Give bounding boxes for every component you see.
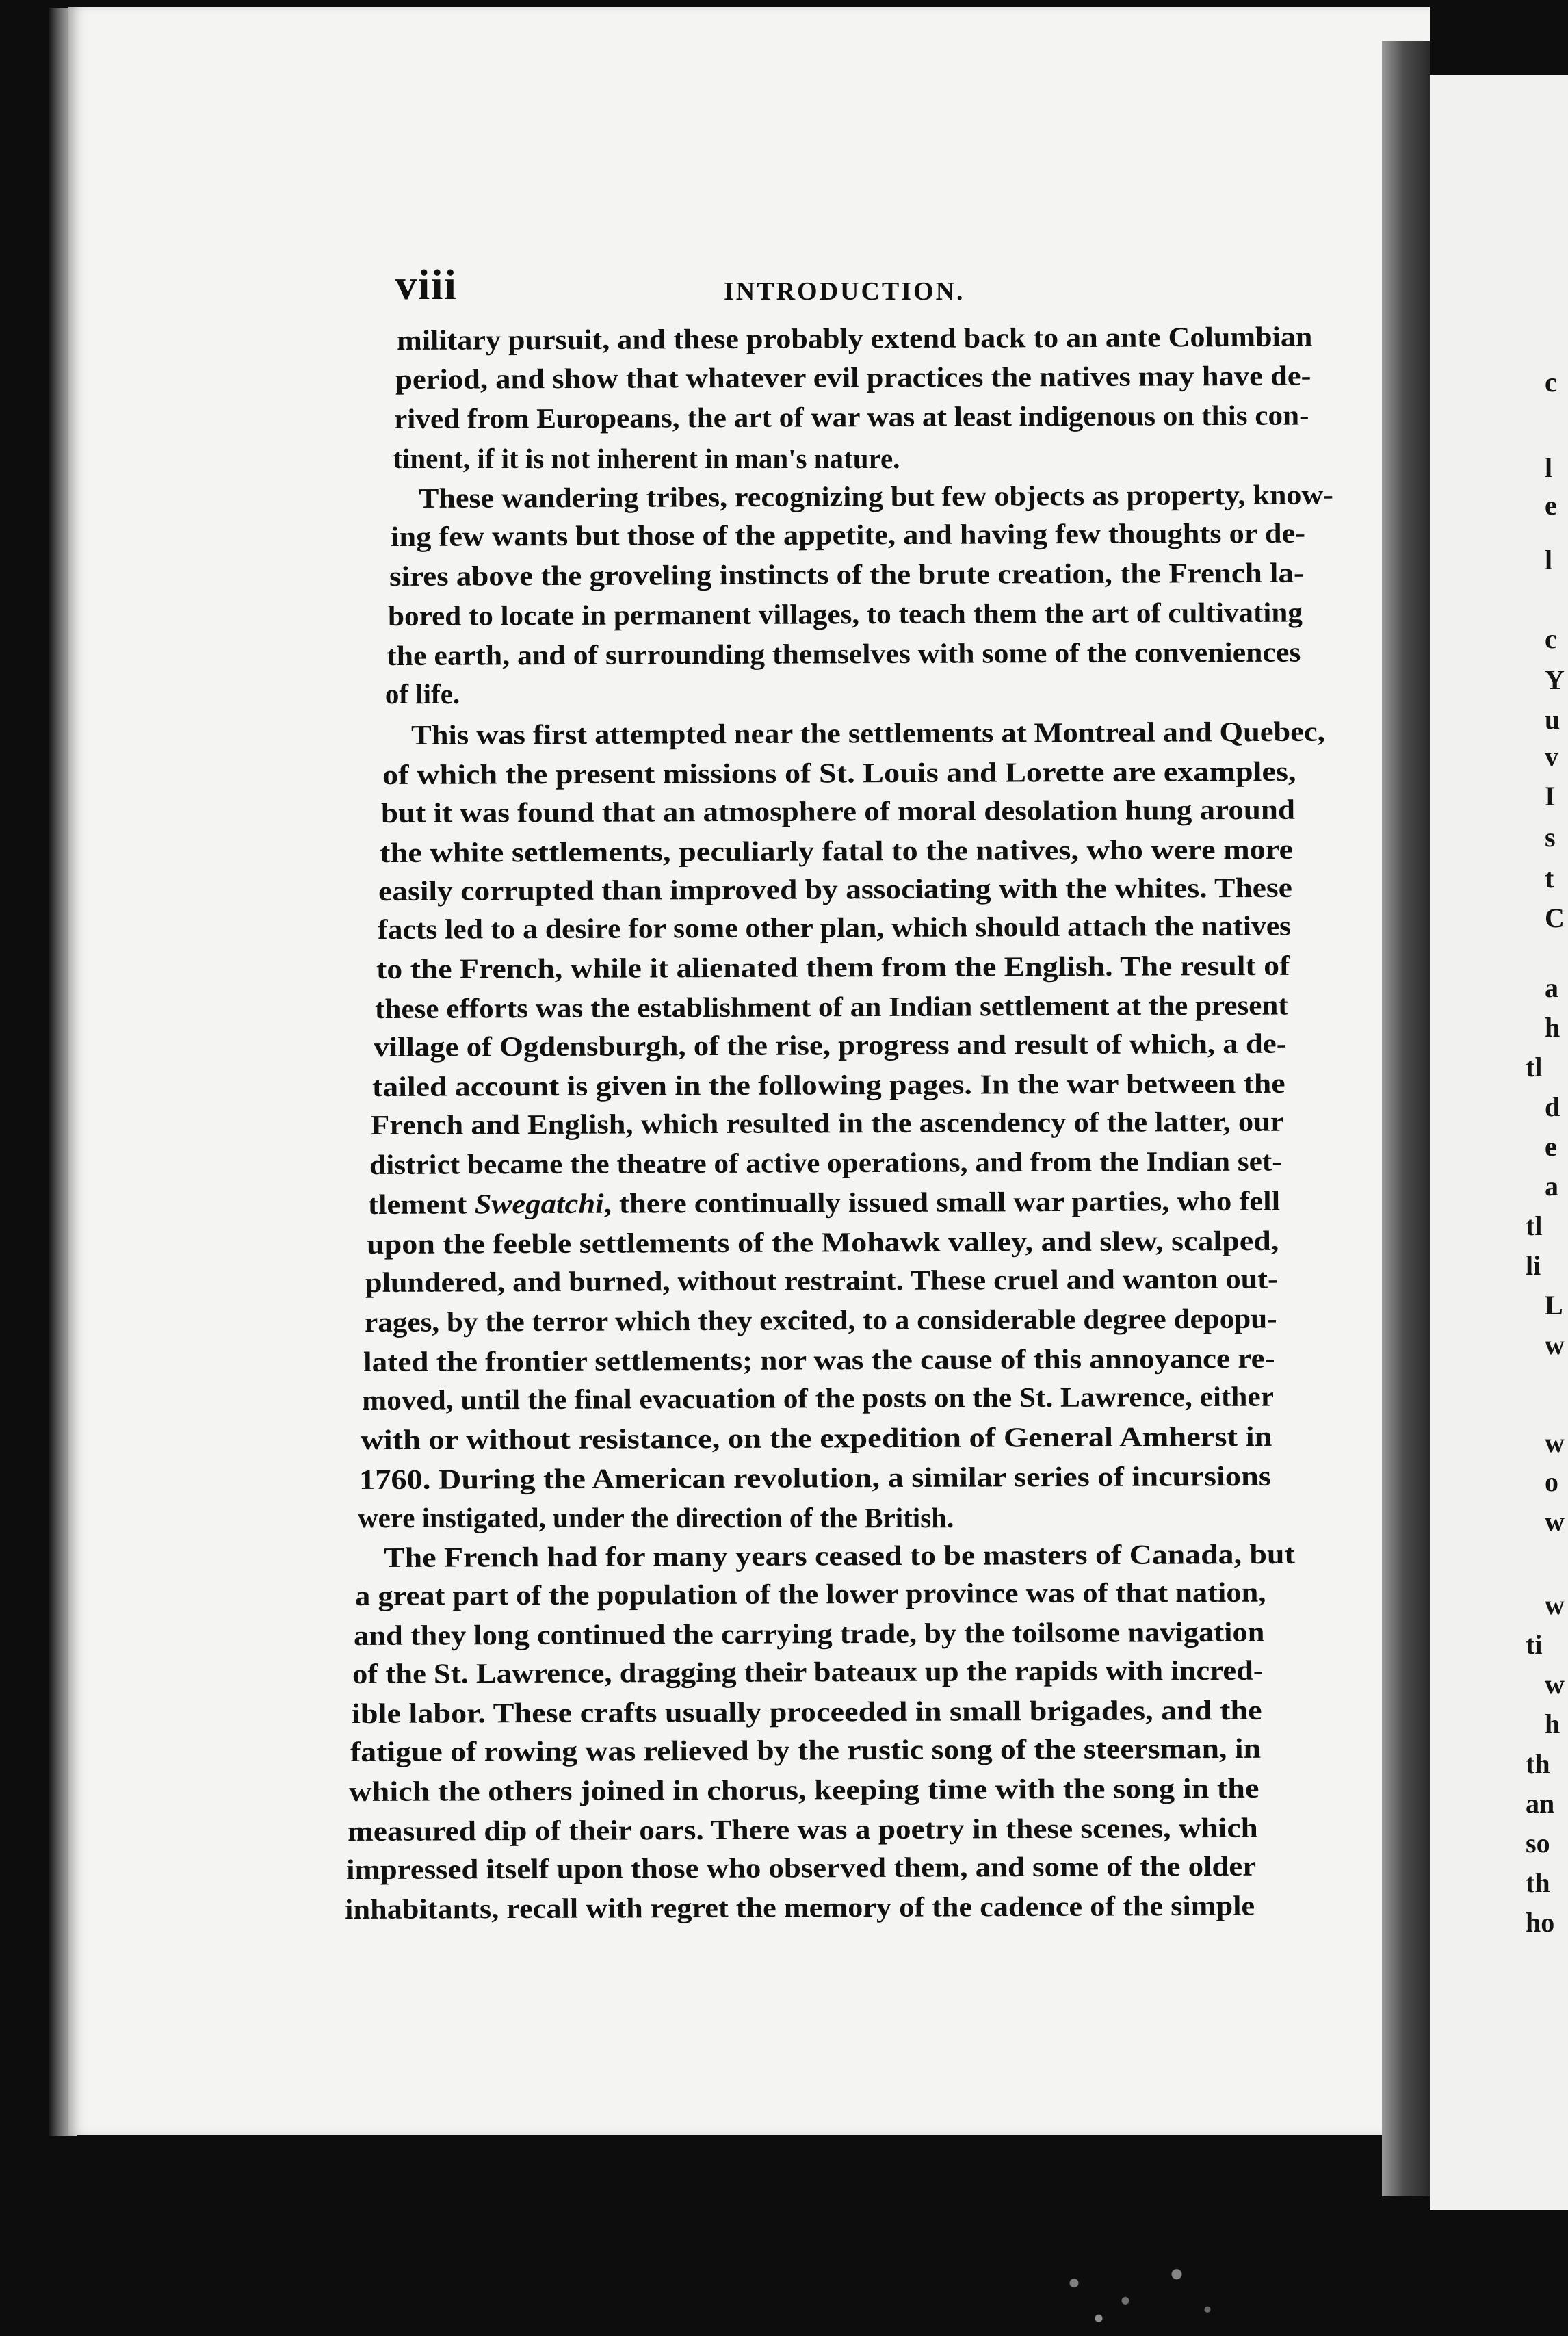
facing-page-fragment: u xyxy=(1545,704,1560,735)
page-number: viii xyxy=(395,262,458,309)
facing-page-fragment: l xyxy=(1545,545,1553,575)
text-line: the earth, and of surrounding themselves with some of the conveniences xyxy=(386,636,1301,671)
text-line: tlement Swegatchi, there continually issued small war parties, who fell xyxy=(368,1184,1281,1220)
facing-page-fragment: w xyxy=(1545,1506,1565,1537)
text-line: of life. xyxy=(384,678,460,710)
facing-page-fragment: tl xyxy=(1526,1210,1543,1241)
text-line: impressed itself upon those who observed them, and some of the older xyxy=(345,1850,1257,1885)
running-head: INTRODUCTION. xyxy=(724,277,965,306)
facing-page-fragment: w xyxy=(1545,1427,1565,1458)
text-line: of the St. Lawrence, dragging their bateaux up the rapids with incred- xyxy=(352,1654,1264,1689)
facing-page-fragment: h xyxy=(1545,1709,1560,1739)
text-line: sires above the groveling instincts of the brute creation, the French la- xyxy=(389,556,1304,592)
facing-page-fragment: w xyxy=(1545,1669,1565,1700)
text-line: inhabitants, recall with regret the memory of the cadence of the simple xyxy=(345,1889,1255,1925)
text-line: ible labor. These crafts usually proceeded in small brigades, and the xyxy=(351,1693,1262,1729)
facing-page-fragment: s xyxy=(1545,822,1556,853)
text-line: moved, until the final evacuation of the posts on the St. Lawrence, either xyxy=(361,1380,1274,1416)
facing-page-fragment: h xyxy=(1545,1012,1560,1043)
scan-artifact xyxy=(1033,2248,1238,2336)
text-line: village of Ogdensburgh, of the rise, progress and result of which, a de- xyxy=(373,1027,1287,1063)
facing-page-fragment: l xyxy=(1545,452,1553,483)
text-line: ing few wants but those of the appetite, and having few thoughts or de- xyxy=(390,517,1305,552)
facing-page-fragment: li xyxy=(1526,1250,1541,1281)
text-line: of which the present missions of St. Louis and Lorette are examples, xyxy=(382,755,1296,790)
text-line: This was first attempted near the settlements at Montreal and Quebec, xyxy=(411,715,1325,751)
facing-page-fragment: c xyxy=(1545,367,1557,398)
facing-page-fragment: ho xyxy=(1526,1907,1555,1938)
facing-page-fragment: a xyxy=(1545,1171,1558,1202)
text-line: rived from Europeans, the art of war was at least indigenous on this con- xyxy=(394,399,1309,434)
facing-page-fragment: d xyxy=(1545,1091,1560,1122)
text-line: upon the feeble settlements of the Mohawk valley, and slew, scalped, xyxy=(367,1224,1279,1260)
facing-page-fragment: I xyxy=(1545,781,1556,812)
text-line: military pursuit, and these probably extend back to an ante Columbian xyxy=(397,320,1313,356)
facing-page-fragment: w xyxy=(1545,1329,1565,1360)
facing-page-fragment: C xyxy=(1545,903,1565,933)
text-line: were instigated, under the direction of the British. xyxy=(358,1502,954,1533)
text-line: 1760. During the American revolution, a similar series of incursions xyxy=(358,1459,1271,1495)
text-line: these efforts was the establishment of an Indian settlement at the present xyxy=(374,989,1288,1024)
text-line: easily corrupted than improved by associating with the whites. These xyxy=(378,871,1293,907)
text-line: lated the frontier settlements; nor was the cause of this annoyance re- xyxy=(363,1342,1275,1377)
text-line: French and English, which resulted in the ascendency of the latter, our xyxy=(371,1105,1284,1141)
facing-page-fragment: ti xyxy=(1526,1629,1543,1660)
facing-page-fragment: e xyxy=(1545,1131,1557,1162)
text-line: district became the theatre of active operations, and from the Indian set- xyxy=(369,1145,1282,1180)
text-line: measured dip of their oars. There was a poetry in these scenes, which xyxy=(347,1811,1258,1847)
facing-page-fragment: L xyxy=(1545,1290,1563,1321)
text-line: fatigue of rowing was relieved by the rustic song of the steersman, in xyxy=(350,1732,1261,1767)
text-line: a great part of the population of the lower province was of that nation, xyxy=(355,1576,1266,1611)
text-line: tinent, if it is not inherent in man's nature. xyxy=(393,443,900,474)
facing-page-fragment: th xyxy=(1526,1867,1550,1898)
text-line: bored to locate in permanent villages, to teach them the art of cultivating xyxy=(387,596,1303,632)
text-line: period, and show that whatever evil practices the natives may have de- xyxy=(395,359,1311,395)
facing-page-fragment: so xyxy=(1526,1828,1550,1858)
facing-page-fragment: o xyxy=(1545,1466,1558,1497)
text-line: with or without resistance, on the expedition of General Amherst in xyxy=(360,1420,1272,1455)
text-line: and they long continued the carrying trade, by the toilsome navigation xyxy=(354,1615,1265,1651)
text-line: rages, by the terror which they excited, to a considerable degree depopu- xyxy=(364,1302,1277,1338)
facing-page-fragment: tl xyxy=(1526,1052,1543,1082)
text-line: tailed account is given in the following pages. In the war between the xyxy=(371,1067,1285,1102)
facing-page-fragment: c xyxy=(1545,623,1557,654)
facing-page-fragment: th xyxy=(1526,1748,1550,1779)
text-line: facts led to a desire for some other plan, which should attach the natives xyxy=(377,909,1291,945)
text-line: These wandering tribes, recognizing but few objects as property, know- xyxy=(419,478,1334,514)
facing-page-fragment: Y xyxy=(1545,664,1565,695)
text-line: plundered, and burned, without restraint. These cruel and wanton out- xyxy=(365,1262,1279,1298)
facing-page-fragment: a xyxy=(1545,972,1558,1003)
facing-page-fragment: an xyxy=(1526,1788,1555,1819)
facing-page-fragment: w xyxy=(1545,1589,1565,1620)
text-line: to the French, while it alienated them from the English. The result of xyxy=(376,949,1290,985)
facing-page-fragment: t xyxy=(1545,863,1554,894)
facing-page-fragment: e xyxy=(1545,490,1557,521)
text-line: which the others joined in chorus, keeping time with the song in the xyxy=(348,1772,1259,1807)
facing-page-fragment: v xyxy=(1545,741,1558,772)
text-line: but it was found that an atmosphere of moral desolation hung around xyxy=(381,793,1296,829)
text-line: The French had for many years ceased to be masters of Canada, but xyxy=(384,1537,1295,1573)
text-line: the white settlements, peculiarly fatal to the natives, who were more xyxy=(380,833,1294,868)
